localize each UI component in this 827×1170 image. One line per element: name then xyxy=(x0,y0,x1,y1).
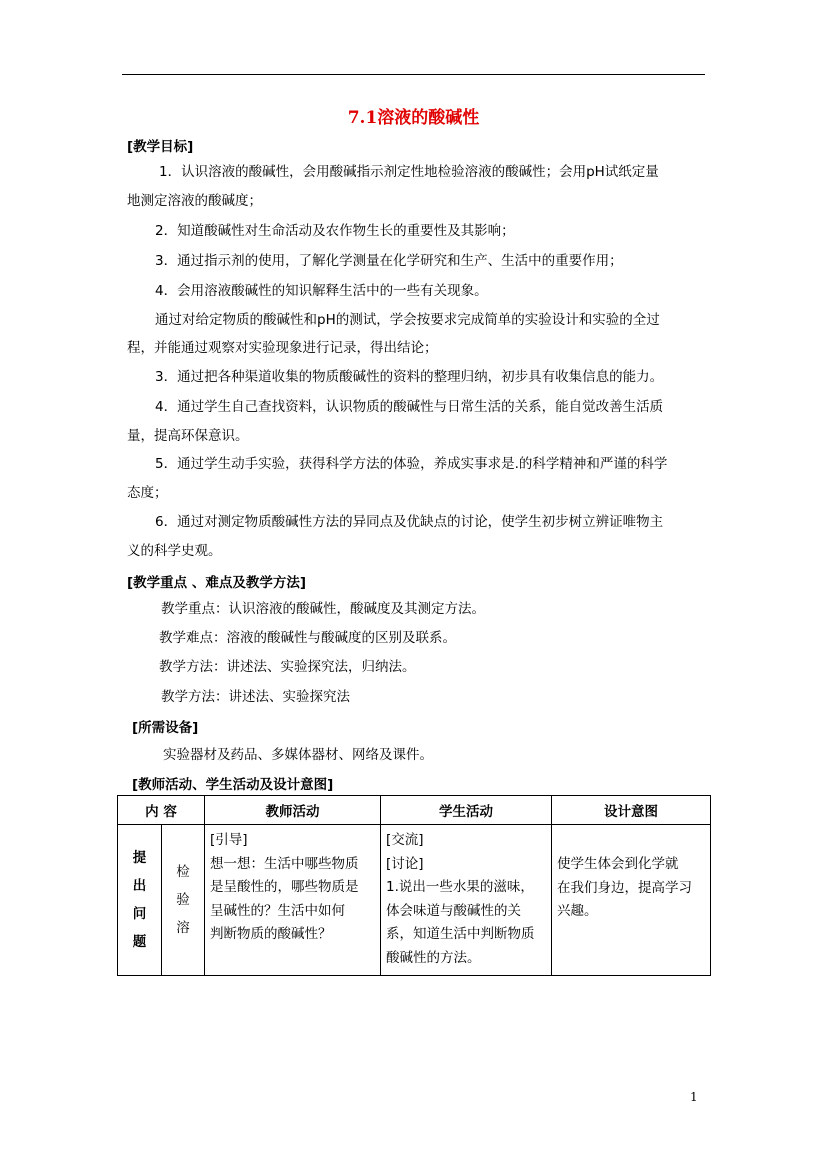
teacher-line: 想一想：生活中哪些物质 xyxy=(210,855,359,872)
goal-line: 5．通过学生动手实验，获得科学方法的体验，养成实事求是.的科学精神和严谨的科学 xyxy=(155,456,668,472)
goal-line: 通过对给定物质的酸碱性和pH的测试，学会按要求完成简单的实验设计和实验的全过 xyxy=(155,312,660,328)
table-row xyxy=(118,825,711,976)
content-char: 检 xyxy=(176,864,190,880)
goal-line: 6．通过对测定物质酸碱性方法的异同点及优缺点的讨论，使学生初步树立辨证唯物主 xyxy=(155,514,664,530)
goal-line: 2．知道酸碱性对生命活动及农作物生长的重要性及其影响； xyxy=(155,223,515,239)
header-teacher: 教师活动 xyxy=(205,796,381,825)
content-char: 提 xyxy=(132,850,147,866)
table-header-row xyxy=(118,796,711,825)
header-content: 内 容 xyxy=(118,796,205,825)
teacher-line: 呈碱性的？生活中如何 xyxy=(210,902,346,919)
key-point: 教学方法：讲述法、实验探究法 xyxy=(161,689,350,705)
equip-heading: [所需设备] xyxy=(132,720,199,736)
goal-line: 义的科学史观。 xyxy=(127,543,222,559)
teacher-cell xyxy=(205,825,381,976)
header-intent: 设计意图 xyxy=(552,796,711,825)
content-sub-cell xyxy=(162,825,205,976)
goal-line: 3．通过把各种渠道收集的物质酸碱性的资料的整理归纳，初步具有收集信息的能力。 xyxy=(155,369,664,385)
intent-line: 使学生体会到化学就 xyxy=(557,856,679,872)
teacher-line: 判断物质的酸碱性？ xyxy=(210,926,332,942)
teacher-line: 是呈酸性的，哪些物质是 xyxy=(210,879,359,895)
goal-line: 程，并能通过观察对实验现象进行记录，得出结论； xyxy=(127,340,438,356)
activity-heading: [教师活动、学生活动及设计意图] xyxy=(132,777,334,793)
page-title: 7.1溶液的酸碱性 xyxy=(347,108,480,128)
goal-line: 4．会用溶液酸碱性的知识解释生活中的一些有关现象。 xyxy=(155,283,488,299)
goal-line: 1．认识溶液的酸碱性，会用酸碱指示剂定性地检验溶液的酸碱性；会用pH试纸定量 xyxy=(159,164,659,180)
goal-line: 地测定溶液的酸碱度； xyxy=(127,193,262,209)
key-point: 教学方法：讲述法、实验探究法，归纳法。 xyxy=(159,659,416,675)
content-char: 出 xyxy=(132,878,147,894)
content-char: 溶 xyxy=(176,920,190,936)
intent-line: 兴趣。 xyxy=(557,903,598,919)
page-number: 1 xyxy=(690,1090,698,1104)
goals-heading: [教学目标] xyxy=(127,139,194,155)
key-point: 教学重点：认识溶液的酸碱性，酸碱度及其测定方法。 xyxy=(161,601,485,617)
goal-line: 态度； xyxy=(127,485,168,501)
key-heading: [教学重点 、难点及教学方法] xyxy=(127,575,307,591)
student-line: 系，知道生活中判断物质 xyxy=(386,926,535,942)
equip-text: 实验器材及药品、多媒体器材、网络及课件。 xyxy=(163,747,433,763)
student-line: [交流] xyxy=(386,832,424,848)
intent-line: 在我们身边，提高学习 xyxy=(557,879,693,896)
student-cell xyxy=(381,825,552,976)
goal-line: 4．通过学生自己查找资料，认识物质的酸碱性与日常生活的关系，能自觉改善生活质 xyxy=(155,399,664,415)
teacher-line: [引导] xyxy=(210,832,248,848)
activity-table xyxy=(117,795,711,976)
goal-line: 量，提高环保意识。 xyxy=(127,428,249,444)
header-rule xyxy=(122,74,705,75)
content-char: 验 xyxy=(176,892,190,908)
student-line: [讨论] xyxy=(386,855,424,872)
goal-line: 3．通过指示剂的使用，了解化学测量在化学研究和生产、生活中的重要作用； xyxy=(155,253,623,269)
student-line: 体会味道与酸碱性的关 xyxy=(386,902,522,919)
student-line: 1.说出一些水果的滋味， xyxy=(386,879,534,895)
content-char: 问 xyxy=(132,906,147,922)
content-main-cell xyxy=(118,825,162,976)
key-point: 教学难点：溶液的酸碱性与酸碱度的区别及联系。 xyxy=(159,630,456,646)
intent-cell xyxy=(552,825,711,976)
student-line: 酸碱性的方法。 xyxy=(386,949,481,966)
content-char: 题 xyxy=(132,934,147,950)
header-student: 学生活动 xyxy=(381,796,552,825)
